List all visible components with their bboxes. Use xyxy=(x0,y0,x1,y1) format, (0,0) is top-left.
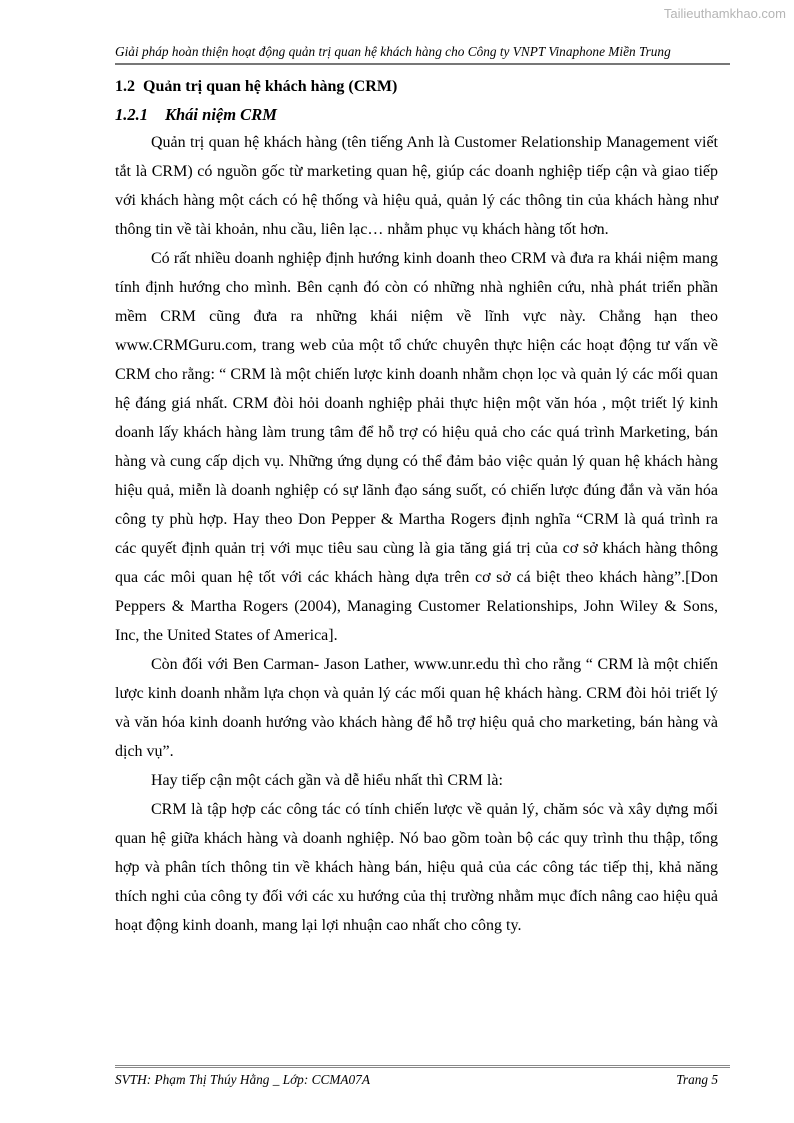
footer-author: SVTH: Phạm Thị Thúy Hằng _ Lớp: CCMA07A xyxy=(115,1072,370,1087)
page-number: Trang 5 xyxy=(676,1072,718,1087)
paragraph: CRM là tập hợp các công tác có tính chiến lược về quản lý, chăm sóc và xây dựng mối quan hệ giữa khách hàng và doanh nghiệp. Nó bao gồm toàn bộ các quy trình thu thập, tổng hợp và phân tích thông tin về khách hàng bán, hiệu quả của các công tác tiếp thị, khả năng thích nghi của công ty đối với các xu hướng của thị trường nhằm mục đích nâng cao hiệu quả hoạt động kinh doanh, mang lại lợi nhuận cao nhất cho công ty. xyxy=(115,801,718,934)
section-heading xyxy=(115,76,718,98)
page-footer xyxy=(115,1065,730,1088)
paragraph: Hay tiếp cận một cách gần và dễ hiểu nhất thì CRM là: xyxy=(151,772,503,789)
document-body xyxy=(115,76,718,940)
subsection-title: Khái niệm CRM xyxy=(165,105,277,124)
watermark: Tailieuthamkhao.com xyxy=(663,6,786,21)
subsection-number: 1.2.1 xyxy=(115,105,148,124)
paragraph: Quản trị quan hệ khách hàng (tên tiếng Anh là Customer Relationship Management viết tắt là CRM) có nguồn gốc từ marketing quan hệ, giúp các doanh nghiệp tiếp cận và giao tiếp với khách hàng một cách có hệ thống và hiệu quả, quản lý các thông tin của khách hàng như thông tin về tài khoản, nhu cầu, liên lạc… nhằm phục vụ khách hàng tốt hơn. xyxy=(115,134,718,238)
paragraph: Có rất nhiều doanh nghiệp định hướng kinh doanh theo CRM và đưa ra khái niệm mang tính định hướng cho mình. Bên cạnh đó còn có những nhà nghiên cứu, nhà phát triển phần mềm CRM cũng đưa ra những khái niệm về lĩnh vực này. Chẳng hạn theo www.CRMGuru.com, trang web của một tổ chức chuyên thực hiện các hoạt động tư vấn về CRM cho rằng: “ CRM là một chiến lược kinh doanh nhằm chọn lọc và quản lý các mối quan hệ đáng giá nhất. CRM đòi hỏi doanh nghiệp phải thực hiện một văn hóa , một triết lý kinh doanh lấy khách hàng làm trung tâm để hỗ trợ có hiệu quả cho các quá trình Marketing, bán hàng và cung cấp dịch vụ. Những ứng dụng có thể đảm bảo việc quản lý quan hệ khách hàng hiệu quả, miễn là doanh nghiệp có sự lãnh đạo sáng suốt, có chiến lược đúng đắn và văn hóa công ty phù hợp. Hay theo Don Pepper & Martha Rogers định nghĩa “CRM là quá trình ra các quyết định quản trị với mục tiêu sau cùng là gia tăng giá trị của cơ sở khách hàng thông qua các môi quan hệ tốt với các khách hàng dựa trên cơ sở cá biệt theo khách hàng”.[Don Peppers & Martha Rogers (2004), Managing Customer Relationships, John Wiley & Sons, Inc, the United States of America]. xyxy=(115,250,718,644)
section-title: Quản trị quan hệ khách hàng (CRM) xyxy=(143,78,398,95)
subsection-heading xyxy=(115,102,718,128)
paragraph: Còn đối với Ben Carman- Jason Lather, www.unr.edu thì cho rằng “ CRM là một chiến lược kinh doanh nhằm lựa chọn và quản lý các mối quan hệ khách hàng. CRM đòi hỏi triết lý và văn hóa kinh doanh hướng vào khách hàng để hỗ trợ hiệu quả cho marketing, bán hàng và dịch vụ”. xyxy=(115,656,718,760)
section-number: 1.2 xyxy=(115,78,135,95)
page-header: Giải pháp hoàn thiện hoạt động quản trị quan hệ khách hàng cho Công ty VNPT Vinaphone Miền Trung xyxy=(115,44,730,65)
